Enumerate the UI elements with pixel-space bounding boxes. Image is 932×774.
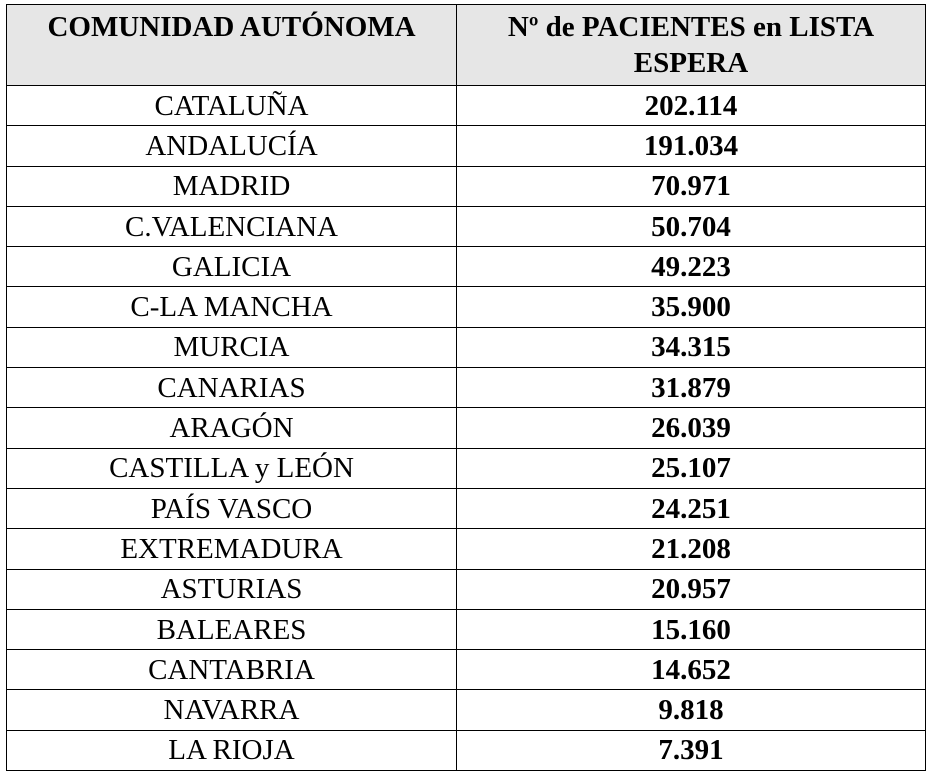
table-row (7, 408, 926, 448)
patients-cell: 26.039 (457, 408, 926, 448)
region-cell: CATALUÑA (7, 86, 457, 126)
patients-cell: 31.879 (457, 368, 926, 408)
patients-cell: 9.818 (457, 690, 926, 730)
table-row (7, 569, 926, 609)
patients-cell: 49.223 (457, 247, 926, 287)
patients-cell: 21.208 (457, 529, 926, 569)
region-cell: C-LA MANCHA (7, 287, 457, 327)
table-row (7, 529, 926, 569)
region-cell: CASTILLA y LEÓN (7, 448, 457, 488)
table-header (7, 5, 926, 86)
patients-cell: 191.034 (457, 126, 926, 166)
patients-cell: 70.971 (457, 166, 926, 206)
waiting-list-table (6, 4, 926, 771)
patients-cell: 24.251 (457, 488, 926, 528)
patients-cell: 50.704 (457, 206, 926, 246)
region-cell: PAÍS VASCO (7, 488, 457, 528)
header-region: COMUNIDAD AUTÓNOMA (7, 5, 457, 86)
patients-cell: 25.107 (457, 448, 926, 488)
table-row (7, 287, 926, 327)
table-row (7, 86, 926, 126)
table-row (7, 650, 926, 690)
region-cell: MADRID (7, 166, 457, 206)
table-row (7, 448, 926, 488)
region-cell: MURCIA (7, 327, 457, 367)
table-row (7, 166, 926, 206)
table-row (7, 488, 926, 528)
table-row (7, 368, 926, 408)
table-row (7, 206, 926, 246)
region-cell: CANTABRIA (7, 650, 457, 690)
region-cell: EXTREMADURA (7, 529, 457, 569)
header-patients: Nº de PACIENTES en LISTA ESPERA (457, 5, 926, 86)
patients-cell: 20.957 (457, 569, 926, 609)
region-cell: ANDALUCÍA (7, 126, 457, 166)
region-cell: NAVARRA (7, 690, 457, 730)
table-row (7, 609, 926, 649)
header-row (7, 5, 926, 86)
patients-cell: 202.114 (457, 86, 926, 126)
region-cell: ARAGÓN (7, 408, 457, 448)
patients-cell: 15.160 (457, 609, 926, 649)
region-cell: ASTURIAS (7, 569, 457, 609)
table-row (7, 730, 926, 770)
table-row (7, 690, 926, 730)
table-row (7, 247, 926, 287)
region-cell: BALEARES (7, 609, 457, 649)
patients-cell: 35.900 (457, 287, 926, 327)
patients-cell: 34.315 (457, 327, 926, 367)
table-row (7, 327, 926, 367)
region-cell: CANARIAS (7, 368, 457, 408)
table-row (7, 126, 926, 166)
patients-cell: 14.652 (457, 650, 926, 690)
region-cell: GALICIA (7, 247, 457, 287)
table-body (7, 86, 926, 771)
patients-cell: 7.391 (457, 730, 926, 770)
region-cell: LA RIOJA (7, 730, 457, 770)
region-cell: C.VALENCIANA (7, 206, 457, 246)
